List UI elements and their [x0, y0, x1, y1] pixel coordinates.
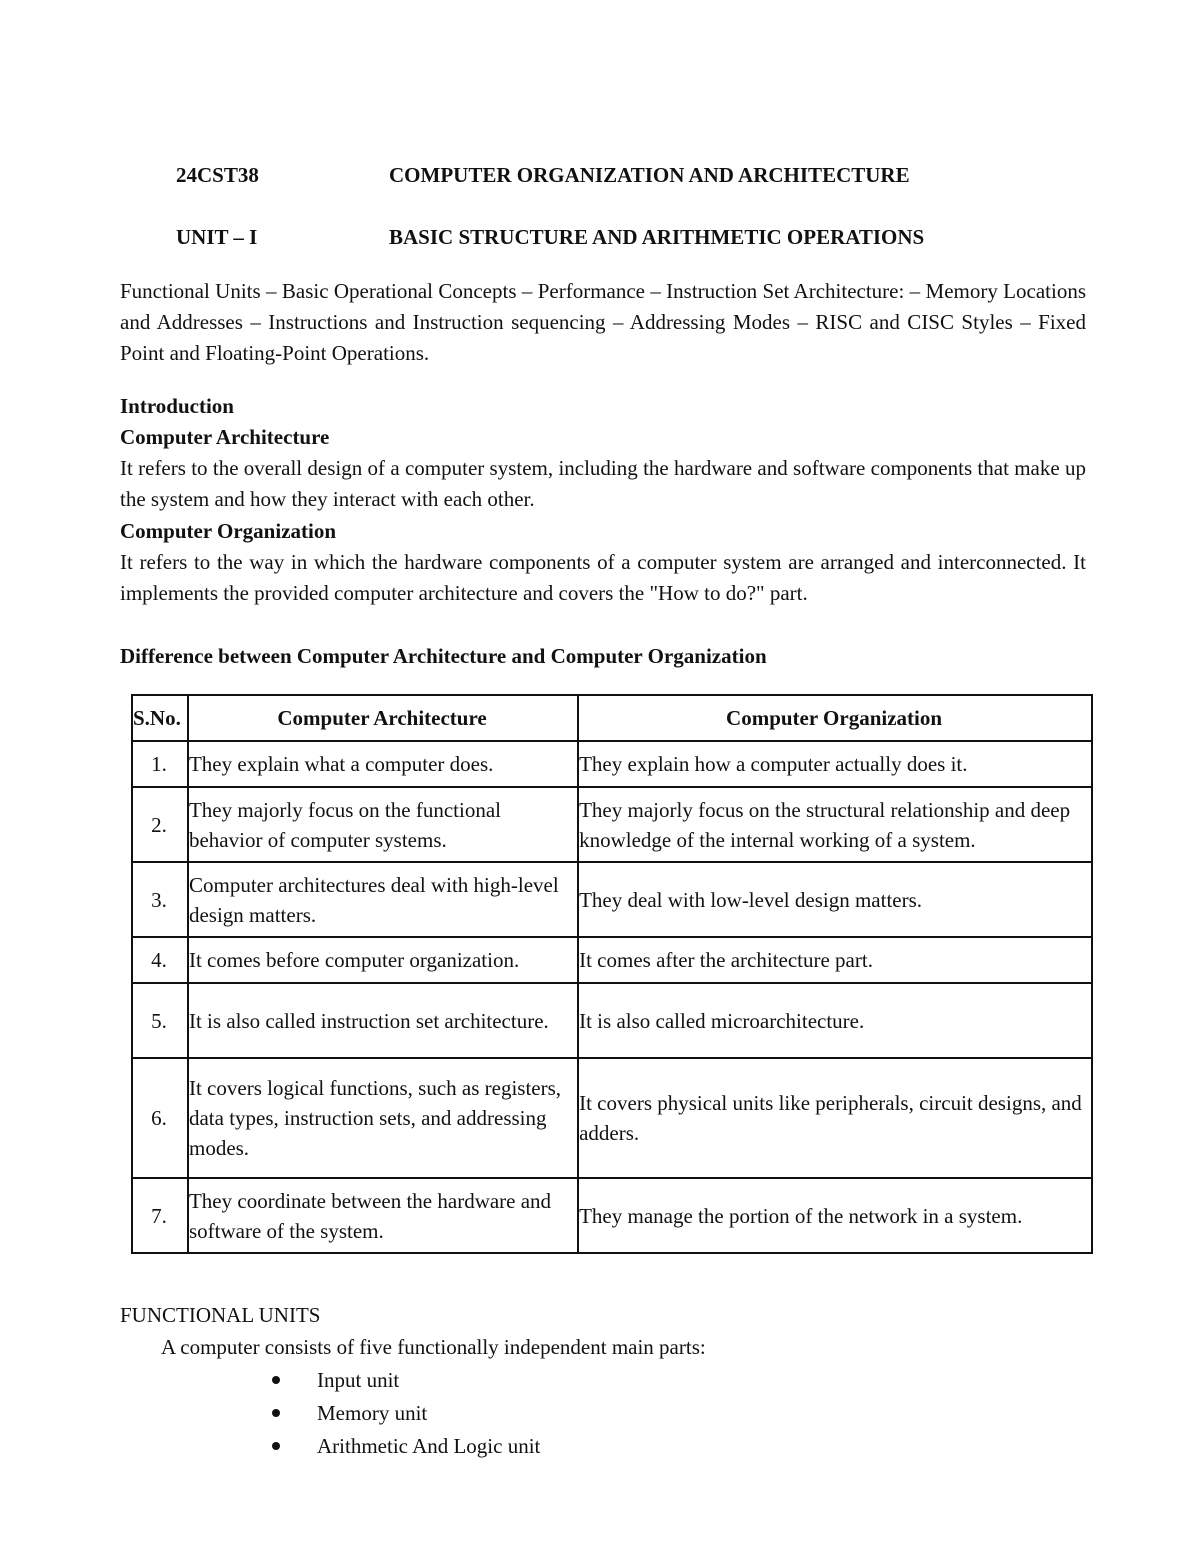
table-row	[132, 741, 1092, 787]
cell-sno: 7.	[132, 1178, 188, 1253]
cell-organization: They explain how a computer actually does it.	[578, 741, 1092, 787]
cell-organization: They majorly focus on the structural relationship and deep knowledge of the internal working of a system.	[578, 787, 1092, 862]
functional-units-list	[272, 1364, 540, 1463]
cell-architecture: Computer architectures deal with high-level design matters.	[188, 862, 578, 937]
cell-organization: It is also called microarchitecture.	[578, 983, 1092, 1058]
table-header-row	[132, 695, 1092, 741]
table-row	[132, 983, 1092, 1058]
table-row	[132, 1058, 1092, 1178]
arch-heading: Computer Architecture	[120, 425, 330, 449]
table-row	[132, 1178, 1092, 1253]
cell-organization: It covers physical units like peripherals, circuit designs, and adders.	[578, 1058, 1092, 1178]
table-row	[132, 937, 1092, 983]
cell-sno: 3.	[132, 862, 188, 937]
column-header-architecture: Computer Architecture	[188, 695, 578, 741]
course-code: 24CST38	[176, 163, 259, 187]
cell-sno: 2.	[132, 787, 188, 862]
list-item	[272, 1430, 540, 1463]
cell-organization: They manage the portion of the network in a system.	[578, 1178, 1092, 1253]
syllabus-text: Functional Units – Basic Operational Concepts – Performance – Instruction Set Architecture: – Memory Locations and Addresses – Instructions and Instruction sequencing – Addressing Modes – RISC and CISC Styles – Fixed Point and Floating-Point Operations.	[120, 279, 1086, 365]
cell-architecture: It comes before computer organization.	[188, 937, 578, 983]
difference-table	[131, 694, 1093, 1254]
list-item	[272, 1397, 540, 1430]
cell-sno: 5.	[132, 983, 188, 1058]
cell-architecture: It is also called instruction set architecture.	[188, 983, 578, 1058]
bullet-icon	[272, 1376, 280, 1384]
cell-sno: 4.	[132, 937, 188, 983]
org-heading: Computer Organization	[120, 519, 337, 543]
cell-architecture: They majorly focus on the functional behavior of computer systems.	[188, 787, 578, 862]
functional-units-heading: FUNCTIONAL UNITS	[120, 1303, 321, 1327]
cell-architecture: It covers logical functions, such as registers, data types, instruction sets, and addressing modes.	[188, 1058, 578, 1178]
bullet-icon	[272, 1409, 280, 1417]
cell-organization: It comes after the architecture part.	[578, 937, 1092, 983]
cell-architecture: They explain what a computer does.	[188, 741, 578, 787]
column-header-organization: Computer Organization	[578, 695, 1092, 741]
org-text: It refers to the way in which the hardware components of a computer system are arranged and interconnected. It implements the provided computer architecture and covers the "How to do?" part.	[120, 550, 1086, 605]
intro-heading: Introduction	[120, 394, 234, 418]
bullet-icon	[272, 1442, 280, 1450]
cell-sno: 6.	[132, 1058, 188, 1178]
column-header-sno: S.No.	[132, 695, 188, 741]
difference-heading: Difference between Computer Architecture and Computer Organization	[120, 644, 767, 668]
course-title: COMPUTER ORGANIZATION AND ARCHITECTURE	[389, 163, 910, 187]
list-item-label: Arithmetic And Logic unit	[317, 1434, 541, 1458]
list-item	[272, 1364, 540, 1397]
cell-organization: They deal with low-level design matters.	[578, 862, 1092, 937]
cell-sno: 1.	[132, 741, 188, 787]
table-row	[132, 787, 1092, 862]
unit-title: BASIC STRUCTURE AND ARITHMETIC OPERATIONS	[389, 225, 925, 249]
list-item-label: Memory unit	[317, 1401, 428, 1425]
table-row	[132, 862, 1092, 937]
arch-text: It refers to the overall design of a computer system, including the hardware and software components that make up the system and how they interact with each other.	[120, 456, 1086, 511]
cell-architecture: They coordinate between the hardware and software of the system.	[188, 1178, 578, 1253]
functional-units-intro: A computer consists of five functionally independent main parts:	[161, 1335, 706, 1359]
unit-label: UNIT – I	[176, 225, 258, 249]
list-item-label: Input unit	[317, 1368, 400, 1392]
